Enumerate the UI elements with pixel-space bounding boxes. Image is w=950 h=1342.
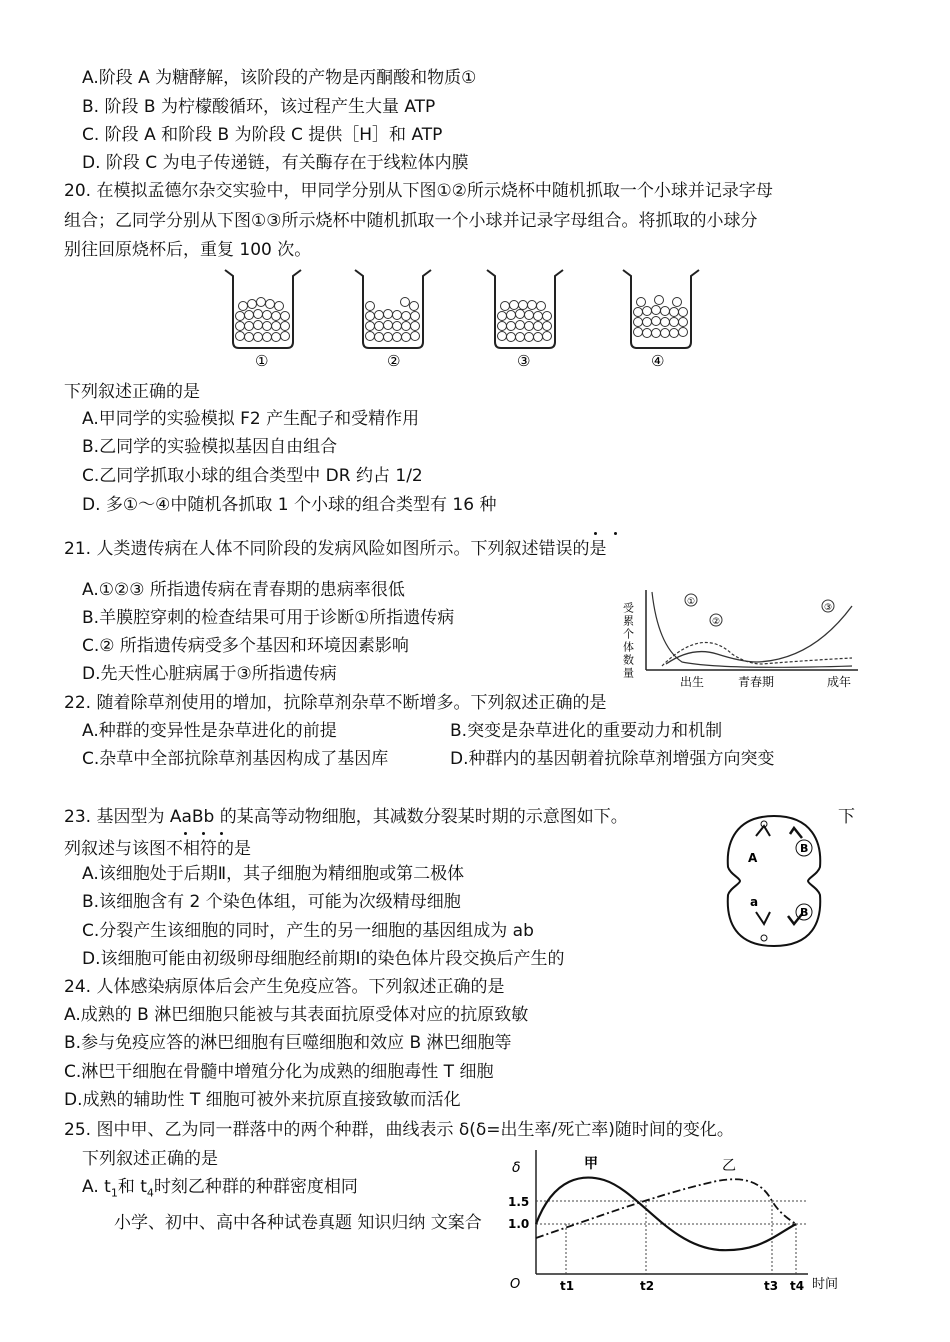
spindle-pole-bottom: [761, 935, 767, 941]
q22-option-b: B.突变是杂草进化的重要动力和机制: [450, 721, 723, 741]
q25-a-mid: 和 t: [117, 1177, 147, 1197]
q19-option-c: C. 阶段 A 和阶段 B 为阶段 C 提供［H］和 ATP: [82, 125, 443, 145]
beaker-3: [487, 270, 563, 348]
q20-option-b: B.乙同学的实验模拟基因自由组合: [82, 437, 338, 457]
beaker-1: [225, 270, 301, 348]
beaker-label-3: ③: [517, 352, 531, 370]
q20-question: 下列叙述正确的是: [64, 382, 200, 402]
q24-stem: 24. 人体感染病原体后会产生免疫应答。下列叙述正确的是: [64, 977, 505, 997]
q25-question: 下列叙述正确的是: [82, 1149, 218, 1169]
q24-option-d: D.成熟的辅助性 T 细胞可被外来抗原直接致敏而活化: [64, 1090, 461, 1110]
beaker-2: [355, 270, 431, 348]
beaker-label-2: ②: [387, 352, 401, 370]
q21-option-d: D.先天性心脏病属于③所指遗传病: [82, 664, 337, 684]
chromosome-2: [790, 828, 802, 838]
emphasis-dot: [614, 532, 617, 535]
q21-option-a: A.①②③ 所指遗传病在青春期的患病率很低: [82, 580, 405, 600]
x-tick-birth: 出生: [680, 675, 705, 689]
emphasis-dot: [202, 832, 205, 835]
beaker-label-1: ①: [255, 352, 269, 370]
series-jia-label: 甲: [584, 1156, 598, 1172]
cell-division-figure: [722, 812, 826, 950]
x-tick-t4: t4: [790, 1279, 805, 1293]
delta-xlabel: 时间: [812, 1277, 839, 1292]
curve-1-label: ①: [687, 597, 696, 607]
delta-ylabel: δ: [512, 1160, 521, 1176]
y-tick-1-0: 1.0: [508, 1217, 530, 1231]
chart-ylabel-char-1: 受累个体数量: [622, 602, 635, 680]
q24-option-a: A.成熟的 B 淋巴细胞只能被与其表面抗原受体对应的抗原致敏: [64, 1005, 529, 1025]
x-tick-puberty: 青春期: [738, 675, 775, 689]
q19-option-a: A.阶段 A 为糖酵解，该阶段的产物是丙酮酸和物质①: [82, 68, 477, 88]
x-tick-adult: 成年: [827, 675, 852, 689]
chromosome-1: [756, 826, 770, 836]
x-tick-t2: t2: [640, 1279, 655, 1293]
q22-option-c: C.杂草中全部抗除草剂基因构成了基因库: [82, 749, 389, 769]
q23-option-a: A.该细胞处于后期Ⅱ，其子细胞为精细胞或第二极体: [82, 864, 465, 884]
q25-a-post: 时刻乙种群的种群密度相同: [153, 1177, 358, 1197]
curve-3: [666, 606, 852, 664]
watermark-footer: 小学、初中、高中各种试卷真题 知识归纳 文案合: [114, 1213, 482, 1233]
series-yi-label: 乙: [722, 1158, 736, 1174]
beaker-4: [623, 270, 699, 348]
q21-option-c: C.② 所指遗传病受多个基因和环境因素影响: [82, 636, 409, 656]
q20-stem-line3: 别往回原烧杯后，重复 100 次。: [64, 240, 312, 260]
q20-option-c: C.乙同学抓取小球的组合类型中 DR 约占 1/2: [82, 466, 423, 486]
q22-stem: 22. 随着除草剂使用的增加，抗除草剂杂草不断增多。下列叙述正确的是: [64, 693, 607, 713]
x-tick-t3: t3: [764, 1279, 779, 1293]
chromosome-3: [756, 912, 770, 924]
q20-stem-line1: 20. 在模拟孟德尔杂交实验中，甲同学分别从下图①②所示烧杯中随机抓取一个小球并记录字母: [64, 181, 773, 201]
gene-label-A: A: [748, 851, 758, 865]
q23-stem-line1: 23. 基因型为 AaBb 的某高等动物细胞，其减数分裂某时期的示意图如下。: [64, 807, 628, 827]
y-tick-1-5: 1.5: [508, 1195, 530, 1209]
q22-option-d: D.种群内的基因朝着抗除草剂增强方向突变: [450, 749, 775, 769]
q22-option-a: A.种群的变异性是杂草进化的前提: [82, 721, 337, 741]
origin-label: O: [510, 1277, 521, 1292]
q25-option-a: [82, 1176, 358, 1204]
series-yi: [536, 1179, 796, 1238]
q23-stem-line1-end: 下: [838, 807, 855, 827]
beaker-label-4: ④: [651, 352, 665, 370]
beakers-figure: [215, 262, 715, 372]
x-tick-t1: t1: [560, 1279, 575, 1293]
curve-2-label: ②: [712, 617, 721, 627]
curve-3-label: ③: [824, 603, 833, 613]
q23-option-d: D.该细胞可能由初级卵母细胞经前期Ⅰ的染色体片段交换后产生的: [82, 949, 565, 969]
q25-a-sub4: 4: [146, 1186, 154, 1200]
q24-option-c: C.淋巴干细胞在骨髓中增殖分化为成熟的细胞毒性 T 细胞: [64, 1062, 494, 1082]
emphasis-dot: [220, 832, 223, 835]
q21-stem: 21. 人类遗传病在人体不同阶段的发病风险如图所示。下列叙述错误的是: [64, 539, 607, 559]
q24-option-b: B.参与免疫应答的淋巴细胞有巨噬细胞和效应 B 淋巴细胞等: [64, 1033, 512, 1053]
q23-option-b: B.该细胞含有 2 个染色体组，可能为次级精母细胞: [82, 892, 461, 912]
q19-option-d: D. 阶段 C 为电子传递链，有关酶存在于线粒体内膜: [82, 153, 469, 173]
q23-option-c: C.分裂产生该细胞的同时，产生的另一细胞的基因组成为 ab: [82, 921, 534, 941]
q20-option-d: D. 多①～④中随机各抓取 1 个小球的组合类型有 16 种: [82, 495, 497, 515]
series-jia: [536, 1178, 796, 1251]
q20-stem-line2: 组合；乙同学分别从下图①③所示烧杯中随机抓取一个小球并记录字母组合。将抓取的小球分: [64, 211, 758, 231]
emphasis-dot: [184, 832, 187, 835]
gene-label-B-top: B: [800, 842, 809, 855]
q25-stem: 25. 图中甲、乙为同一群落中的两个种群，曲线表示 δ(δ=出生率/死亡率)随时间的变化。: [64, 1120, 734, 1140]
q20-option-a: A.甲同学的实验模拟 F2 产生配子和受精作用: [82, 409, 420, 429]
gene-label-B-bottom: B: [800, 906, 809, 919]
cell-outline: [728, 816, 820, 946]
q25-a-pre: A. t: [82, 1177, 111, 1197]
q25-a-sub1: 1: [110, 1186, 118, 1200]
gene-label-a: a: [750, 895, 759, 909]
delta-chart: [504, 1146, 848, 1294]
q23-stem-line2: 列叙述与该图不相符的是: [64, 839, 251, 859]
emphasis-dot: [594, 532, 597, 535]
q21-option-b: B.羊膜腔穿刺的检查结果可用于诊断①所指遗传病: [82, 608, 455, 628]
q19-option-b: B. 阶段 B 为柠檬酸循环，该过程产生大量 ATP: [82, 97, 436, 117]
disease-risk-chart: [622, 586, 862, 694]
